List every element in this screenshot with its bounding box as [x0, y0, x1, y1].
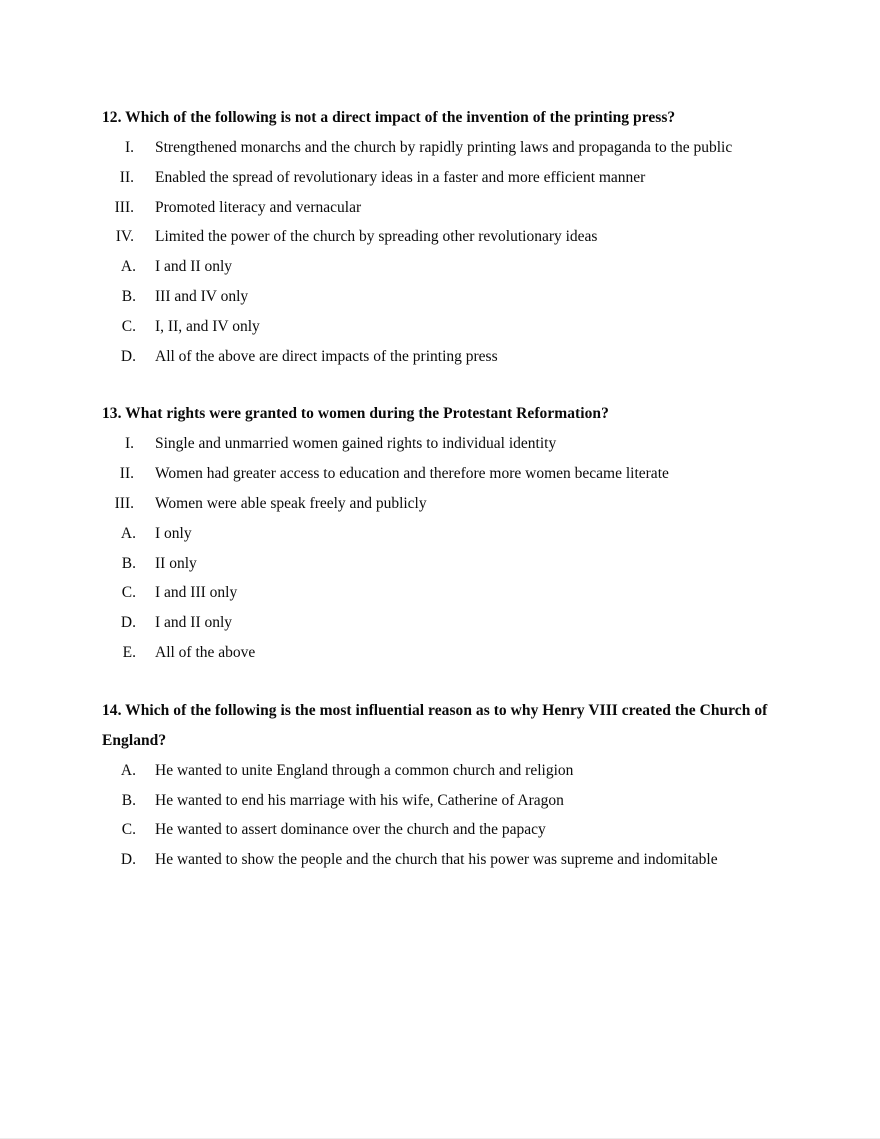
statement-marker: II.	[119, 168, 134, 186]
choice-item-d[interactable]	[102, 845, 780, 875]
statement-text: Single and unmarried women gained rights to individual identity	[155, 435, 557, 453]
choice-list-13	[102, 519, 780, 668]
choice-item-b[interactable]	[102, 282, 780, 312]
choice-marker: A.	[120, 524, 136, 542]
statement-text: Promoted literacy and vernacular	[155, 198, 362, 216]
choice-marker: D.	[120, 614, 136, 632]
choice-text: I and II only	[155, 258, 233, 276]
statement-marker: III.	[114, 494, 134, 512]
choice-marker: D.	[120, 347, 136, 365]
choice-marker: A.	[120, 258, 136, 276]
choice-marker: D.	[120, 851, 136, 869]
choice-item-b[interactable]	[102, 549, 780, 579]
choice-marker: C.	[121, 317, 136, 335]
statement-marker: I.	[124, 139, 134, 156]
statement-item	[102, 163, 780, 193]
statement-marker: II.	[119, 465, 134, 483]
choice-item-d[interactable]	[102, 608, 780, 638]
choice-text: I and II only	[155, 614, 233, 632]
statement-item	[102, 489, 780, 519]
question-heading-13: 13. What rights were granted to women during the Protestant Reformation?	[102, 405, 609, 423]
choice-text: II only	[155, 554, 197, 572]
statement-item	[102, 133, 780, 163]
choice-marker: A.	[120, 761, 136, 779]
choice-marker: E.	[122, 643, 136, 661]
questions-container	[102, 103, 780, 875]
statement-text: Women were able speak freely and publicly	[155, 494, 427, 512]
choice-item-c[interactable]	[102, 578, 780, 608]
choice-item-a[interactable]	[102, 756, 780, 786]
choice-marker: C.	[121, 821, 136, 839]
choice-list-12	[102, 252, 780, 371]
choice-marker: B.	[121, 554, 136, 572]
choice-text: He wanted to show the people and the church that his power was supreme and indomitable	[155, 851, 718, 869]
statement-marker: III.	[114, 198, 134, 216]
choice-item-a[interactable]	[102, 519, 780, 549]
choice-text: All of the above	[155, 643, 256, 661]
choice-marker: B.	[121, 287, 136, 305]
choice-text: III and IV only	[155, 287, 249, 305]
choice-item-a[interactable]	[102, 252, 780, 282]
statement-list-12	[102, 133, 780, 252]
statement-text: Enabled the spread of revolutionary ideas in a faster and more efficient manner	[155, 168, 646, 186]
statement-text: Limited the power of the church by spreading other revolutionary ideas	[155, 228, 598, 246]
choice-marker: C.	[121, 584, 136, 602]
choice-item-d[interactable]	[102, 342, 780, 372]
statement-text: Women had greater access to education and therefore more women became literate	[155, 465, 669, 483]
choice-text: He wanted to unite England through a common church and religion	[155, 761, 574, 779]
choice-item-c[interactable]	[102, 815, 780, 845]
choice-item-e[interactable]	[102, 638, 780, 668]
question-block-12	[102, 103, 780, 371]
choice-list-14	[102, 756, 780, 875]
statement-marker: I.	[124, 435, 134, 453]
statement-item	[102, 193, 780, 223]
choice-text: I, II, and IV only	[155, 317, 260, 335]
statement-item	[102, 459, 780, 489]
question-heading-14: 14. Which of the following is the most influential reason as to why Henry VIII created the Church of England?	[102, 701, 768, 749]
choice-text: He wanted to end his marriage with his wife, Catherine of Aragon	[155, 791, 564, 809]
choice-text: I and III only	[155, 584, 238, 602]
choice-text: He wanted to assert dominance over the church and the papacy	[155, 821, 546, 839]
choice-marker: B.	[121, 791, 136, 809]
choice-item-c[interactable]	[102, 312, 780, 342]
statement-text: Strengthened monarchs and the church by rapidly printing laws and propaganda to the public	[155, 139, 733, 156]
choice-text: All of the above are direct impacts of the printing press	[155, 347, 498, 365]
choice-item-b[interactable]	[102, 786, 780, 816]
question-block-13	[102, 399, 780, 667]
statement-list-13	[102, 429, 780, 518]
statement-item	[102, 222, 780, 252]
statement-item	[102, 429, 780, 459]
question-heading-12: 12. Which of the following is not a direct impact of the invention of the printing press?	[102, 109, 676, 126]
question-block-14	[102, 696, 780, 875]
statement-marker: IV.	[115, 228, 134, 246]
choice-text: I only	[155, 524, 192, 542]
